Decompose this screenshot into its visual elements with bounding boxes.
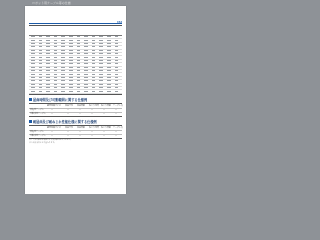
table-header-cell: ケーブル長 [113, 127, 123, 129]
fine-print-cell [39, 91, 43, 92]
fine-print-cell [61, 91, 65, 92]
fine-print-cell [84, 77, 88, 78]
fine-print-cell [31, 43, 35, 44]
fine-print-cell [99, 84, 103, 85]
fine-print-cell [77, 80, 81, 81]
fine-print-cell [107, 60, 111, 61]
fine-print-cell [77, 77, 81, 78]
fine-print-cell [31, 74, 35, 75]
table-cell: 可動部用ケーブル [30, 113, 46, 115]
fine-print-cell [39, 46, 43, 47]
fine-print-cell [99, 53, 103, 54]
fine-print-cell [46, 74, 50, 75]
fine-print-cell [107, 63, 111, 64]
fine-print-cell [46, 77, 50, 78]
table-cell: — [51, 113, 53, 115]
fine-print-cell [31, 60, 35, 61]
table-header-cell: 屈曲回数 [77, 127, 86, 129]
table-cell: — [91, 113, 93, 115]
fine-print-cell [69, 70, 73, 71]
fine-print-cell [99, 91, 103, 92]
fine-print-cell [107, 50, 111, 51]
fine-print-cell [77, 57, 81, 58]
fine-print-cell [84, 43, 88, 44]
fine-print-cell [99, 50, 103, 51]
fine-print-cell [54, 84, 58, 85]
fine-print-cell [61, 67, 65, 68]
fine-print-cell [39, 70, 43, 71]
fine-print-cell [61, 70, 65, 71]
table-cell: 回転用ケーブル [30, 109, 44, 111]
table-cell: — [67, 135, 69, 137]
fine-print-cell [69, 91, 73, 92]
fine-print-cell [77, 91, 81, 92]
fine-print-cell [54, 60, 58, 61]
table-header-cell: ねじり回数 [101, 127, 112, 129]
fine-print-cell [84, 80, 88, 81]
table-cell: — [79, 113, 81, 115]
fine-print-cell [84, 60, 88, 61]
fine-print-cell [31, 91, 35, 92]
table-cell: 可動部用ケーブル [30, 135, 46, 137]
fine-print-cell [84, 74, 88, 75]
fine-print-cell [39, 80, 43, 81]
fine-print-cell [54, 91, 58, 92]
viewer-footer-bar [0, 194, 149, 198]
fine-print-cell [84, 67, 88, 68]
fine-print-cell [115, 46, 119, 47]
table-cell: — [103, 135, 105, 137]
table-cell: — [115, 109, 117, 111]
fine-print-cell [99, 40, 103, 41]
fine-print-cell [31, 70, 35, 71]
fine-print-cell [31, 84, 35, 85]
fine-print-cell [61, 50, 65, 51]
fine-print-cell [61, 57, 65, 58]
table-cell: — [91, 131, 93, 133]
fine-print-cell [115, 77, 119, 78]
fine-print-cell [46, 50, 50, 51]
table-header-cell: 適用電線サイズ [47, 105, 61, 107]
fine-print-cell [39, 63, 43, 64]
table-cell: — [103, 131, 105, 133]
fine-print-cell [46, 67, 50, 68]
page-header-rule [29, 23, 122, 24]
fine-print-cell [61, 84, 65, 85]
fine-print-cell [69, 63, 73, 64]
fine-print-cell [61, 36, 65, 37]
fine-print-cell [61, 60, 65, 61]
fine-print-cell [31, 57, 35, 58]
fine-print-cell [107, 84, 111, 85]
table-cell: 回転用ケーブル [30, 131, 44, 133]
fine-print-cell [54, 53, 58, 54]
fine-print-cell [92, 53, 96, 54]
fine-print-cell [84, 46, 88, 47]
fine-print-cell [61, 53, 65, 54]
section-marker-icon [29, 98, 32, 101]
fine-print-cell [31, 87, 35, 88]
section-title-2: 耐屈曲及び耐ねじれ性能仕様に関する仕様例 [33, 120, 97, 124]
fine-print-cell [31, 53, 35, 54]
fine-print-cell [39, 74, 43, 75]
table-note: 注）使用条件により異なります。 [29, 142, 56, 144]
fine-print-cell [61, 80, 65, 81]
fine-print-cell [107, 57, 111, 58]
table-header-cell: 屈曲半径 [65, 127, 74, 129]
fine-print-cell [31, 46, 35, 47]
fine-print-cell [54, 80, 58, 81]
fine-print-cell [115, 53, 119, 54]
fine-print-cell [92, 84, 96, 85]
table-cell: — [115, 113, 117, 115]
fine-print-cell [69, 40, 73, 41]
fine-print-cell [46, 80, 50, 81]
fine-print-cell [46, 43, 50, 44]
table-cell: — [67, 131, 69, 133]
table-header-cell: 適用電線サイズ [47, 127, 61, 129]
table-cell: — [67, 109, 69, 111]
fine-print-cell [99, 46, 103, 47]
fine-print-cell [107, 77, 111, 78]
fine-print-cell [84, 91, 88, 92]
fine-print-cell [92, 57, 96, 58]
fine-print-cell [92, 60, 96, 61]
fine-print-cell [77, 50, 81, 51]
fine-print-cell [107, 80, 111, 81]
fine-print-cell [99, 60, 103, 61]
fine-print-cell [115, 60, 119, 61]
page-number: 153 [116, 20, 122, 24]
fine-print-cell [84, 84, 88, 85]
fine-print-cell [107, 74, 111, 75]
fine-print-cell [77, 63, 81, 64]
fine-print-cell [92, 80, 96, 81]
fine-print-cell [92, 77, 96, 78]
fine-print-cell [39, 36, 43, 37]
fine-print-cell [69, 43, 73, 44]
fine-print-cell [31, 36, 35, 37]
fine-print-cell [46, 91, 50, 92]
table-cell: — [91, 109, 93, 111]
fine-print-cell [54, 87, 58, 88]
fine-print-cell [61, 46, 65, 47]
fine-print-cell [77, 53, 81, 54]
fine-print-cell [92, 67, 96, 68]
fine-print-cell [115, 80, 119, 81]
fine-print-cell [69, 67, 73, 68]
table-cell: — [103, 109, 105, 111]
fine-print-cell [84, 57, 88, 58]
table-header-cell: ねじり回数 [101, 105, 112, 107]
fine-print-cell [92, 43, 96, 44]
fine-print-cell [115, 36, 119, 37]
fine-print-cell [31, 40, 35, 41]
fine-print-cell [99, 36, 103, 37]
table-cell: — [103, 113, 105, 115]
fine-print-cell [77, 36, 81, 37]
fine-print-cell [99, 74, 103, 75]
table-cell: — [115, 131, 117, 133]
fine-print-cell [92, 63, 96, 64]
fine-print-cell [39, 50, 43, 51]
fine-print-cell [77, 74, 81, 75]
fine-print-cell [77, 67, 81, 68]
fine-print-cell [61, 40, 65, 41]
fine-print-cell [39, 53, 43, 54]
fine-print-cell [54, 70, 58, 71]
fine-print-cell [77, 70, 81, 71]
fine-print-cell [61, 77, 65, 78]
fine-print-cell [99, 80, 103, 81]
section-heading-1 [29, 98, 122, 102]
table-cell: — [51, 109, 53, 111]
fine-print-cell [46, 87, 50, 88]
fine-print-cell [115, 91, 119, 92]
fine-print-cell [61, 43, 65, 44]
table-cell: — [79, 109, 81, 111]
fine-print-cell [31, 50, 35, 51]
fine-print-cell [61, 63, 65, 64]
fine-print-cell [115, 57, 119, 58]
fine-print-cell [46, 63, 50, 64]
fine-print-cell [39, 43, 43, 44]
fine-print-cell [115, 67, 119, 68]
section-title-1: 屈曲時間及び可動範囲に関する仕様例 [33, 98, 88, 102]
fine-print-cell [107, 67, 111, 68]
fine-print-cell [92, 74, 96, 75]
fine-print-cell [54, 57, 58, 58]
fine-print-cell [99, 63, 103, 64]
fine-print-cell [77, 87, 81, 88]
fine-print-cell [77, 84, 81, 85]
fine-print-cell [92, 46, 96, 47]
fine-print-cell [69, 46, 73, 47]
fine-print-cell [69, 36, 73, 37]
section-1-table [29, 103, 122, 117]
spec-table [29, 25, 122, 95]
fine-print-cell [46, 53, 50, 54]
fine-print-cell [115, 84, 119, 85]
fine-print-cell [69, 74, 73, 75]
document-page [25, 6, 126, 194]
fine-print-cell [115, 87, 119, 88]
fine-print-cell [92, 50, 96, 51]
fine-print-cell [39, 57, 43, 58]
table-row [29, 89, 122, 93]
table-cell: — [91, 135, 93, 137]
fine-print-cell [77, 60, 81, 61]
fine-print-cell [99, 77, 103, 78]
fine-print-cell [46, 40, 50, 41]
fine-print-cell [39, 77, 43, 78]
fine-print-cell [107, 87, 111, 88]
fine-print-cell [84, 36, 88, 37]
fine-print-cell [92, 87, 96, 88]
fine-print-cell [61, 87, 65, 88]
fine-print-cell [99, 67, 103, 68]
table-header-cell: 屈曲回数 [77, 105, 86, 107]
fine-print-cell [84, 70, 88, 71]
fine-print-cell [69, 84, 73, 85]
fine-print-cell [92, 91, 96, 92]
fine-print-cell [54, 50, 58, 51]
fine-print-cell [92, 40, 96, 41]
fine-print-cell [99, 70, 103, 71]
section-marker-icon [29, 120, 32, 123]
fine-print-cell [107, 40, 111, 41]
fine-print-cell [54, 77, 58, 78]
fine-print-cell [115, 74, 119, 75]
fine-print-cell [115, 43, 119, 44]
table-header-cell: ねじり角度 [89, 127, 100, 129]
fine-print-cell [107, 43, 111, 44]
fine-print-cell [39, 67, 43, 68]
fine-print-cell [54, 74, 58, 75]
fine-print-cell [107, 36, 111, 37]
fine-print-cell [54, 63, 58, 64]
fine-print-cell [61, 74, 65, 75]
fine-print-cell [54, 46, 58, 47]
section-heading-2 [29, 120, 122, 124]
section-2-table [29, 125, 122, 139]
fine-print-cell [54, 40, 58, 41]
fine-print-cell [84, 63, 88, 64]
table-cell: — [79, 131, 81, 133]
fine-print-cell [92, 36, 96, 37]
fine-print-cell [77, 40, 81, 41]
fine-print-cell [46, 70, 50, 71]
fine-print-cell [84, 50, 88, 51]
fine-print-cell [84, 40, 88, 41]
fine-print-cell [46, 60, 50, 61]
table-cell: — [115, 135, 117, 137]
fine-print-cell [99, 57, 103, 58]
fine-print-cell [69, 80, 73, 81]
fine-print-cell [92, 70, 96, 71]
fine-print-cell [69, 50, 73, 51]
viewer-header-text: ロボット用ケーブル等の仕様 [32, 1, 71, 5]
fine-print-cell [69, 77, 73, 78]
table-header-cell: 屈曲半径 [65, 105, 74, 107]
fine-print-cell [31, 80, 35, 81]
fine-print-cell [115, 63, 119, 64]
fine-print-cell [31, 63, 35, 64]
fine-print-cell [39, 60, 43, 61]
fine-print-cell [39, 84, 43, 85]
fine-print-cell [77, 46, 81, 47]
fine-print-cell [77, 43, 81, 44]
fine-print-cell [115, 70, 119, 71]
table-cell: — [51, 131, 53, 133]
fine-print-cell [107, 91, 111, 92]
fine-print-cell [69, 87, 73, 88]
fine-print-cell [69, 60, 73, 61]
fine-print-cell [69, 53, 73, 54]
table-note: 注）上記の値は参考値であり保証値ではありません。 [29, 139, 73, 141]
fine-print-cell [31, 67, 35, 68]
fine-print-cell [46, 46, 50, 47]
fine-print-cell [115, 40, 119, 41]
fine-print-cell [84, 87, 88, 88]
fine-print-cell [107, 46, 111, 47]
table-header-cell: ねじり角度 [89, 105, 100, 107]
fine-print-cell [54, 67, 58, 68]
fine-print-cell [46, 57, 50, 58]
fine-print-cell [54, 43, 58, 44]
table-row [29, 112, 122, 116]
fine-print-cell [39, 87, 43, 88]
fine-print-cell [39, 40, 43, 41]
fine-print-cell [115, 50, 119, 51]
fine-print-cell [107, 53, 111, 54]
fine-print-cell [84, 53, 88, 54]
fine-print-cell [69, 57, 73, 58]
table-cell: — [51, 135, 53, 137]
fine-print-cell [107, 70, 111, 71]
fine-print-cell [46, 84, 50, 85]
fine-print-cell [46, 36, 50, 37]
table-cell: — [79, 135, 81, 137]
table-header-cell: ケーブル長 [113, 105, 123, 107]
fine-print-cell [99, 43, 103, 44]
table-cell: — [67, 113, 69, 115]
fine-print-cell [31, 77, 35, 78]
fine-print-cell [99, 87, 103, 88]
fine-print-cell [54, 36, 58, 37]
